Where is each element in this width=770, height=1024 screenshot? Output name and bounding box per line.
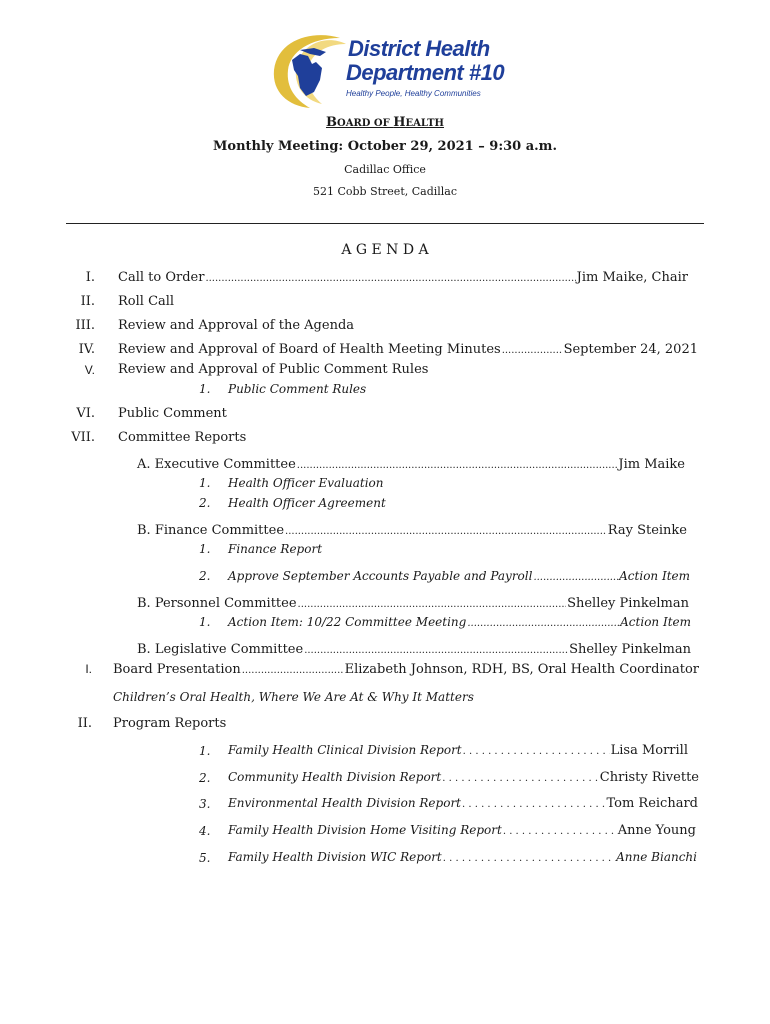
leader-dots — [467, 618, 619, 629]
report-item — [228, 770, 699, 785]
item-label: Call to Order — [118, 270, 205, 285]
item-number: VII. — [71, 430, 95, 445]
item-label: Review and Approval of Board of Health Meeting Minutes — [118, 342, 501, 357]
committee-label: B. Personnel Committee — [137, 596, 297, 611]
sub-number: 1. — [199, 615, 211, 629]
committee-label: B. Legislative Committee — [137, 642, 304, 657]
report-label: Family Health Clinical Division Report — [228, 743, 462, 757]
leader-dots — [297, 460, 618, 471]
action-item-tag: Action Item — [620, 615, 691, 629]
committee-chair: Shelley Pinkelman — [567, 596, 689, 611]
leader-dots — [242, 665, 344, 676]
sub-item-approve-accounts — [228, 569, 690, 583]
agenda-title: A G E N D A — [341, 242, 429, 258]
logo-line-1: District Health — [348, 36, 490, 61]
sub-number: 4. — [199, 824, 211, 838]
board-title-h: H — [393, 115, 406, 130]
report-presenter: Lisa Morrill — [610, 743, 688, 758]
agenda-item-roll-call: Roll Call — [118, 294, 175, 309]
board-title-rest: OARD OF — [336, 118, 394, 129]
board-title-rest2: EALTH — [405, 118, 445, 129]
meeting-line: Monthly Meeting: October 29, 2021 – 9:30 a.m. — [213, 139, 557, 154]
committee-legislative — [137, 642, 691, 657]
sub-item-health-officer-evaluation: Health Officer Evaluation — [228, 476, 384, 490]
committee-executive — [137, 457, 685, 472]
sub-number: 2. — [199, 496, 211, 510]
item-number: IV. — [78, 342, 95, 357]
leader-dots — [462, 799, 605, 810]
committee-chair: Ray Steinke — [607, 523, 687, 538]
agenda-item-program-reports: Program Reports — [113, 716, 227, 731]
committee-chair: Jim Maike — [618, 457, 685, 472]
sub-number: 2. — [199, 771, 211, 785]
logo-tagline: Healthy People, Healthy Communities — [346, 89, 481, 98]
leader-dots — [205, 273, 575, 284]
agenda-item-approve-minutes — [118, 342, 698, 357]
presentation-subtitle: Children’s Oral Health, Where We Are At & Why It Matters — [113, 690, 474, 704]
item-number: II. — [80, 294, 95, 309]
item-number: III. — [75, 318, 95, 333]
report-label: Community Health Division Report — [228, 770, 442, 784]
item-presenter: Elizabeth Johnson, RDH, BS, Oral Health Coordinator — [344, 662, 699, 677]
committee-label: B. Finance Committee — [137, 523, 285, 538]
sub-item-public-comment-rules: Public Comment Rules — [228, 382, 367, 396]
leader-dots — [463, 746, 610, 757]
committee-finance — [137, 523, 687, 538]
committee-personnel — [137, 596, 689, 611]
logo-line-2: Department #10 — [346, 60, 505, 85]
leader-dots — [503, 826, 617, 837]
sub-item-label: Action Item: 10/22 Committee Meeting — [228, 615, 467, 629]
leader-dots — [298, 599, 567, 610]
report-presenter: Christy Rivette — [599, 770, 699, 785]
report-presenter: Anne Young — [617, 823, 696, 838]
office-line: Cadillac Office — [344, 163, 426, 176]
report-presenter: Anne Bianchi — [616, 850, 697, 864]
agenda-item-call-to-order — [118, 270, 688, 285]
board-title-b: B — [325, 115, 337, 130]
report-item — [228, 850, 697, 864]
leader-dots — [285, 526, 607, 537]
agenda-item-committee-reports: Committee Reports — [118, 430, 247, 445]
sub-number: 1. — [199, 476, 211, 490]
sub-number: 5. — [199, 851, 211, 865]
report-item — [228, 743, 688, 758]
leader-dots — [533, 572, 618, 583]
sub-number: 1. — [199, 542, 211, 556]
committee-label: A. Executive Committee — [137, 457, 296, 472]
board-title — [0, 115, 770, 130]
item-presenter: Jim Maike, Chair — [576, 270, 688, 285]
action-item-tag: Action Item — [619, 569, 690, 583]
leader-dots — [304, 645, 568, 656]
item-number: II. — [77, 716, 92, 731]
logo-mark-icon — [270, 30, 352, 110]
sub-number: 3. — [199, 797, 211, 811]
report-item — [228, 823, 696, 838]
report-presenter: Tom Reichard — [606, 796, 698, 811]
divider — [66, 223, 704, 224]
sub-number: 2. — [199, 569, 211, 583]
item-label: Board Presentation — [113, 662, 241, 677]
logo — [270, 30, 510, 110]
item-number: I. — [85, 662, 92, 676]
agenda-item-comment-rules: Review and Approval of Public Comment Rules — [118, 362, 429, 377]
agenda-item-public-comment: Public Comment — [118, 406, 227, 421]
report-label: Family Health Division WIC Report — [228, 850, 442, 864]
sub-item-health-officer-agreement: Health Officer Agreement — [228, 496, 386, 510]
sub-item-finance-report: Finance Report — [228, 542, 323, 556]
report-label: Family Health Division Home Visiting Report — [228, 823, 502, 837]
leader-dots — [442, 773, 599, 784]
leader-dots — [502, 345, 563, 356]
item-number: I. — [85, 270, 95, 285]
sub-number: 1. — [199, 744, 211, 758]
committee-chair: Shelley Pinkelman — [569, 642, 691, 657]
report-label: Environmental Health Division Report — [228, 796, 461, 810]
sub-item-committee-meeting — [228, 615, 691, 629]
leader-dots — [443, 853, 615, 864]
agenda-item-board-presentation — [113, 662, 699, 677]
item-number: VI. — [76, 406, 95, 421]
report-item — [228, 796, 698, 811]
sub-item-label: Approve September Accounts Payable and Payroll — [228, 569, 533, 583]
sub-number: 1. — [199, 382, 211, 396]
item-number: V. — [84, 363, 95, 377]
address-line: 521 Cobb Street, Cadillac — [312, 185, 458, 198]
item-date: September 24, 2021 — [563, 342, 698, 357]
agenda-item-approve-agenda: Review and Approval of the Agenda — [118, 318, 355, 333]
